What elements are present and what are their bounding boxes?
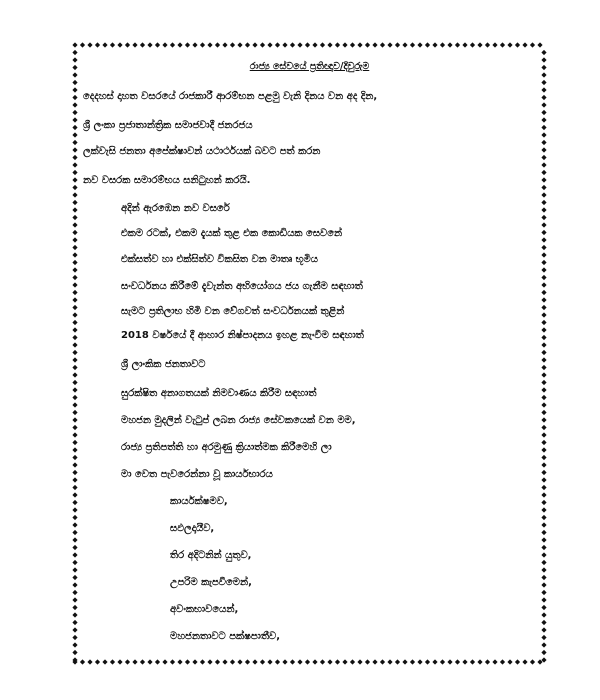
- document-page: [71, 41, 548, 666]
- oath-line: මහජන මුදලින් වැටුප් ලබන රාජ්‍ය සේවකයෙක් වන මම,: [121, 415, 356, 426]
- oath-line: සුරක්ෂිත අනාගතයක් නිමවාණය කිරීම සඳහාත්: [121, 388, 317, 399]
- oath-line: මහජනතාවට පක්ෂපාතීව,: [170, 631, 281, 642]
- oath-line: ලක්වැසි ජනතා අපේක්ෂාවන් යථාර්ථයක් බවට පත් කරන: [83, 146, 321, 157]
- oath-line: සඵලදායීව,: [170, 523, 215, 534]
- oath-line: අවංකභාවයෙන්,: [170, 604, 239, 615]
- oath-line: සංවර්ධනය කිරීමේ දැවැන්ත අභියෝගය ජය ගැනීම සඳහාත්: [121, 281, 363, 292]
- oath-line: ශ්‍රී ලංකා ප්‍රජාතාන්ත්‍රික සමාජවාදී ජනරජය: [83, 120, 253, 131]
- oath-line: කාර්යක්ෂමව,: [170, 496, 228, 507]
- oath-line: අදින් ඇරඹෙන නව වසරේ: [121, 203, 230, 214]
- oath-line: දෙදහස් දාහත වසරයේ රාජකාරී ආරම්භන පළමු වැනි දිනය වන අද දින,: [83, 91, 378, 102]
- oath-line: රාජ්‍ය ප්‍රතිපත්ති හා අරමුණු ක්‍රියාත්මක කිරීමෙහි ලා: [121, 442, 332, 453]
- oath-line: 2018 වර්ෂයේ දී ආහාර නිෂ්පාදනය ඉහළ නැංවීම සඳහාත්: [121, 330, 364, 341]
- oath-line: එකම රටක්, එකම දැයක් තුළ එක කොඩියක සෙවනේ: [121, 228, 343, 239]
- document-title: රාජ්‍ය සේවයේ ප්‍රතිඥාව/දිවුරුම: [249, 61, 370, 72]
- oath-line: නව වසරක සමාරම්භය සනිටුහන් කරයි.: [83, 175, 251, 186]
- oath-line: සැමට ප්‍රතිලාභ හිමි වන වේගවත් සංවර්ධනයක් තුළින්: [121, 306, 345, 317]
- oath-line: එක්සත්ව හා එක්සිත්ව විකසිත වන මාතෘ භූමිය: [121, 254, 318, 265]
- oath-line: තිර අදිටනින් යුතුව,: [170, 550, 252, 561]
- oath-line: මා වෙත පැවරෙන්නා වූ කාර්යභාරය: [121, 469, 273, 480]
- oath-line: උපරිම කැපවීමෙන්,: [170, 577, 252, 588]
- oath-line: ශ්‍රී ලාංකික ජනතාවට: [121, 359, 206, 370]
